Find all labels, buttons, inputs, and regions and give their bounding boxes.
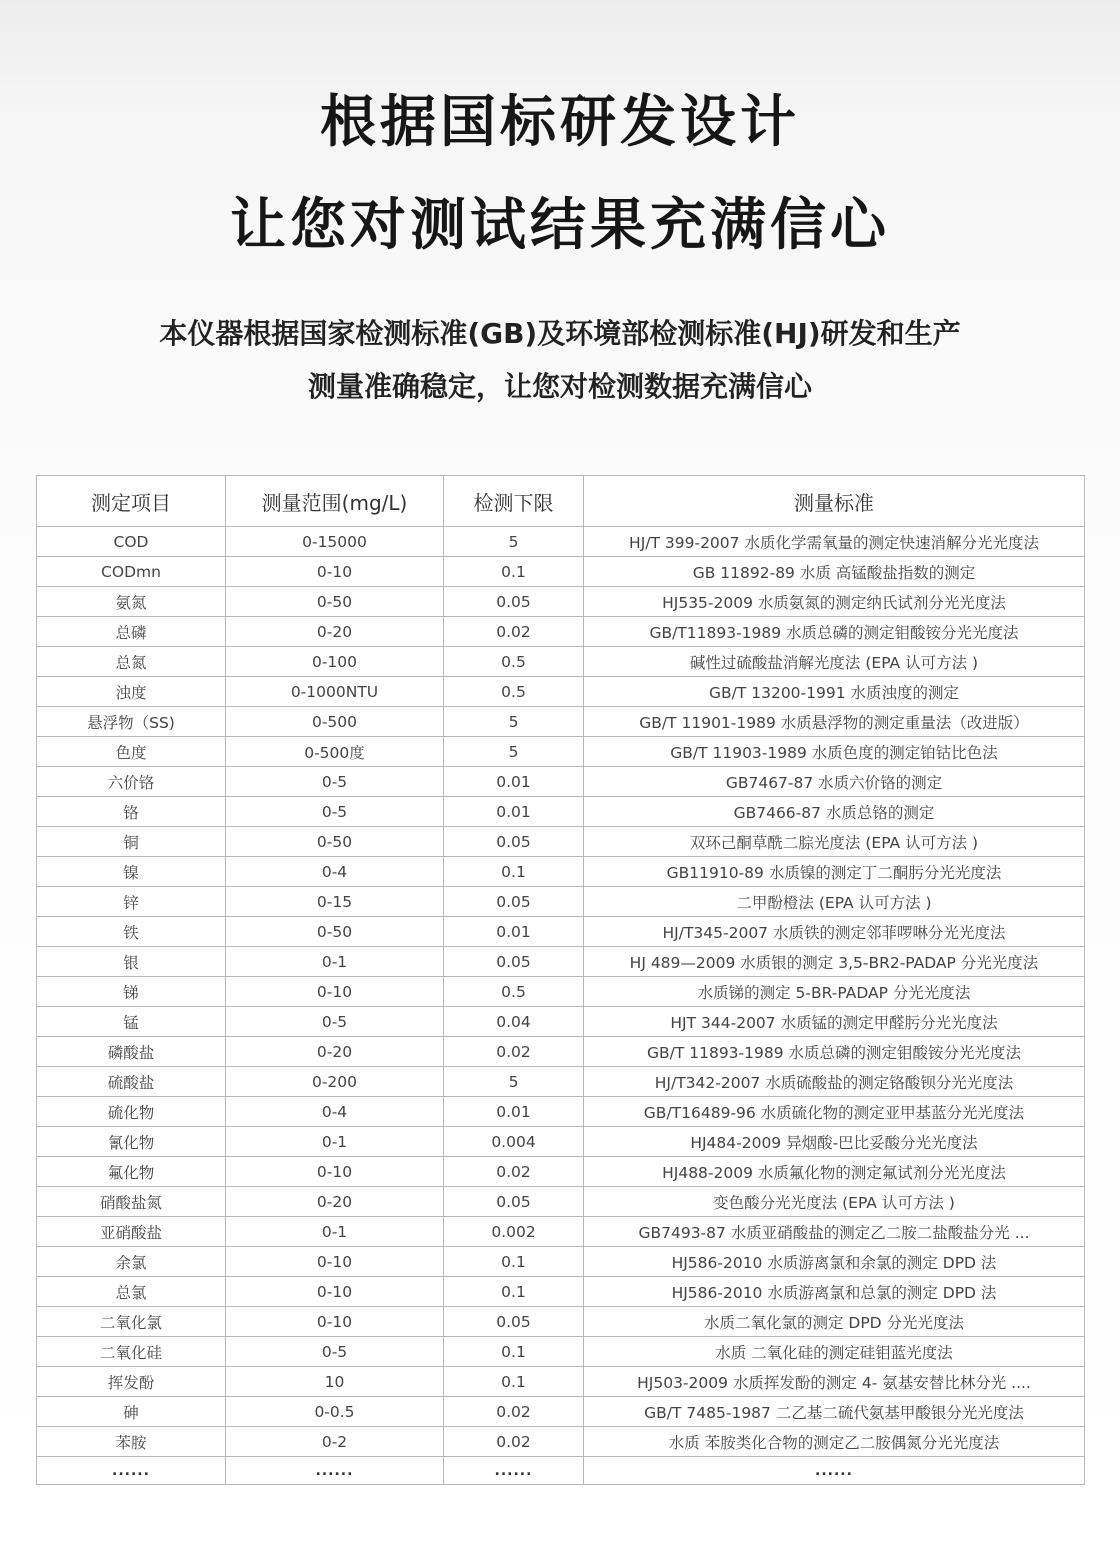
cell-range: 0-10 [226, 1247, 444, 1277]
table-row [37, 1037, 1085, 1067]
cell-detection-limit: 0.1 [444, 1367, 584, 1397]
cell-item: 锰 [37, 1007, 226, 1037]
ellipsis-cell: ...... [226, 1457, 444, 1485]
cell-standard: GB7493-87 水质亚硝酸盐的测定乙二胺二盐酸盐分光 ... [584, 1217, 1085, 1247]
table-body [37, 527, 1085, 1485]
cell-standard: HJ503-2009 水质挥发酚的测定 4- 氨基安替比林分光 .... [584, 1367, 1085, 1397]
table-row [37, 1397, 1085, 1427]
cell-standard: GB/T 11903-1989 水质色度的测定铂钴比色法 [584, 737, 1085, 767]
cell-item: 锌 [37, 887, 226, 917]
cell-detection-limit: 0.05 [444, 1307, 584, 1337]
cell-detection-limit: 0.1 [444, 857, 584, 887]
cell-standard: GB 11892-89 水质 高锰酸盐指数的测定 [584, 557, 1085, 587]
cell-item: 氰化物 [37, 1127, 226, 1157]
cell-range: 0-15 [226, 887, 444, 917]
cell-item: 氟化物 [37, 1157, 226, 1187]
cell-range: 0-10 [226, 1277, 444, 1307]
table-row [37, 557, 1085, 587]
table-row [37, 857, 1085, 887]
table-row [37, 1217, 1085, 1247]
cell-range: 0-10 [226, 1307, 444, 1337]
cell-detection-limit: 0.05 [444, 887, 584, 917]
table-row [37, 1337, 1085, 1367]
cell-item: 总氮 [37, 647, 226, 677]
cell-standard: 水质二氧化氯的测定 DPD 分光光度法 [584, 1307, 1085, 1337]
cell-standard: 水质 苯胺类化合物的测定乙二胺偶氮分光光度法 [584, 1427, 1085, 1457]
headline-line-2: 让您对测试结果充满信心 [230, 193, 890, 258]
cell-range: 10 [226, 1367, 444, 1397]
cell-standard: HJ/T 399-2007 水质化学需氧量的测定快速消解分光光度法 [584, 527, 1085, 557]
cell-range: 0-4 [226, 1097, 444, 1127]
header-standard: 测量标准 [584, 476, 1085, 527]
table-row [37, 917, 1085, 947]
cell-standard: HJ484-2009 异烟酸-巴比妥酸分光光度法 [584, 1127, 1085, 1157]
cell-detection-limit: 0.01 [444, 917, 584, 947]
cell-range: 0-4 [226, 857, 444, 887]
ellipsis-cell: ...... [444, 1457, 584, 1485]
table-row [37, 1247, 1085, 1277]
cell-standard: HJT 344-2007 水质锰的测定甲醛肟分光光度法 [584, 1007, 1085, 1037]
cell-standard: GB/T 7485-1987 二乙基二硫代氨基甲酸银分光光度法 [584, 1397, 1085, 1427]
header-range: 测量范围(mg/L) [226, 476, 444, 527]
cell-standard: 碱性过硫酸盐消解光度法 (EPA 认可方法 ) [584, 647, 1085, 677]
cell-range: 0-5 [226, 767, 444, 797]
table-row [37, 1277, 1085, 1307]
table-row [37, 977, 1085, 1007]
cell-range: 0-0.5 [226, 1397, 444, 1427]
cell-item: 悬浮物（SS) [37, 707, 226, 737]
cell-detection-limit: 0.1 [444, 557, 584, 587]
cell-range: 0-10 [226, 1157, 444, 1187]
cell-item: 二氧化氯 [37, 1307, 226, 1337]
cell-standard: 双环己酮草酰二腙光度法 (EPA 认可方法 ) [584, 827, 1085, 857]
cell-detection-limit: 0.05 [444, 1187, 584, 1217]
cell-detection-limit: 0.5 [444, 677, 584, 707]
cell-standard: GB7467-87 水质六价铬的测定 [584, 767, 1085, 797]
cell-item: 铜 [37, 827, 226, 857]
cell-item: 铁 [37, 917, 226, 947]
cell-range: 0-5 [226, 1007, 444, 1037]
cell-item: 镍 [37, 857, 226, 887]
cell-item: 亚硝酸盐 [37, 1217, 226, 1247]
cell-detection-limit: 0.02 [444, 1397, 584, 1427]
cell-item: 硝酸盐氮 [37, 1187, 226, 1217]
table-row [37, 1067, 1085, 1097]
cell-detection-limit: 0.1 [444, 1247, 584, 1277]
cell-range: 0-1 [226, 1127, 444, 1157]
cell-item: 锑 [37, 977, 226, 1007]
cell-detection-limit: 0.01 [444, 767, 584, 797]
cell-detection-limit: 0.002 [444, 1217, 584, 1247]
table-row [37, 887, 1085, 917]
cell-detection-limit: 5 [444, 737, 584, 767]
subtitle-line-2: 测量准确稳定，让您对检测数据充满信心 [307, 370, 812, 403]
table-row [37, 527, 1085, 557]
cell-standard: HJ488-2009 水质氟化物的测定氟试剂分光光度法 [584, 1157, 1085, 1187]
table-row [37, 767, 1085, 797]
cell-item: 总磷 [37, 617, 226, 647]
cell-detection-limit: 0.1 [444, 1277, 584, 1307]
cell-range: 0-500度 [226, 737, 444, 767]
cell-standard: GB/T16489-96 水质硫化物的测定亚甲基蓝分光光度法 [584, 1097, 1085, 1127]
cell-range: 0-100 [226, 647, 444, 677]
cell-detection-limit: 0.05 [444, 827, 584, 857]
cell-item: 铬 [37, 797, 226, 827]
cell-range: 0-1 [226, 947, 444, 977]
cell-item: 硫化物 [37, 1097, 226, 1127]
cell-detection-limit: 0.05 [444, 587, 584, 617]
table-row [37, 1307, 1085, 1337]
cell-standard: HJ 489—2009 水质银的测定 3,5-BR2-PADAP 分光光度法 [584, 947, 1085, 977]
table-row [37, 1367, 1085, 1397]
ellipsis-cell: ...... [584, 1457, 1085, 1485]
table-row [37, 1187, 1085, 1217]
table-row [37, 947, 1085, 977]
table-row [37, 737, 1085, 767]
cell-item: COD [37, 527, 226, 557]
cell-standard: 二甲酚橙法 (EPA 认可方法 ) [584, 887, 1085, 917]
table-row [37, 1427, 1085, 1457]
cell-item: 浊度 [37, 677, 226, 707]
cell-range: 0-20 [226, 1037, 444, 1067]
cell-detection-limit: 0.1 [444, 1337, 584, 1367]
cell-standard: 变色酸分光光度法 (EPA 认可方法 ) [584, 1187, 1085, 1217]
cell-standard: HJ586-2010 水质游离氯和总氯的测定 DPD 法 [584, 1277, 1085, 1307]
cell-detection-limit: 0.02 [444, 617, 584, 647]
cell-item: 磷酸盐 [37, 1037, 226, 1067]
cell-range: 0-500 [226, 707, 444, 737]
cell-item: 六价铬 [37, 767, 226, 797]
cell-item: 色度 [37, 737, 226, 767]
table-ellipsis-row [37, 1457, 1085, 1485]
cell-range: 0-200 [226, 1067, 444, 1097]
cell-range: 0-50 [226, 917, 444, 947]
cell-item: 余氯 [37, 1247, 226, 1277]
cell-detection-limit: 0.04 [444, 1007, 584, 1037]
table-row [37, 647, 1085, 677]
cell-standard: GB/T11893-1989 水质总磷的测定钼酸铵分光光度法 [584, 617, 1085, 647]
cell-range: 0-1 [226, 1217, 444, 1247]
header-item: 测定项目 [37, 476, 226, 527]
table-header-row [37, 476, 1085, 527]
cell-standard: GB7466-87 水质总铬的测定 [584, 797, 1085, 827]
cell-range: 0-2 [226, 1427, 444, 1457]
cell-range: 0-20 [226, 617, 444, 647]
cell-range: 0-1000NTU [226, 677, 444, 707]
table-row [37, 827, 1085, 857]
cell-range: 0-50 [226, 827, 444, 857]
cell-standard: HJ535-2009 水质氨氮的测定纳氏试剂分光光度法 [584, 587, 1085, 617]
cell-standard: HJ/T342-2007 水质硫酸盐的测定铬酸钡分光光度法 [584, 1067, 1085, 1097]
cell-item: 砷 [37, 1397, 226, 1427]
cell-standard: 水质 二氧化硅的测定硅钼蓝光度法 [584, 1337, 1085, 1367]
cell-detection-limit: 0.004 [444, 1127, 584, 1157]
cell-range: 0-20 [226, 1187, 444, 1217]
cell-detection-limit: 0.01 [444, 1097, 584, 1127]
table-row [37, 1157, 1085, 1187]
cell-range: 0-5 [226, 1337, 444, 1367]
cell-item: 氨氮 [37, 587, 226, 617]
cell-range: 0-5 [226, 797, 444, 827]
table-row [37, 797, 1085, 827]
table-row [37, 587, 1085, 617]
table-row [37, 1127, 1085, 1157]
cell-detection-limit: 0.02 [444, 1037, 584, 1067]
cell-range: 0-15000 [226, 527, 444, 557]
cell-item: 硫酸盐 [37, 1067, 226, 1097]
cell-detection-limit: 5 [444, 707, 584, 737]
table-row [37, 677, 1085, 707]
headline-line-1: 根据国标研发设计 [320, 90, 800, 155]
header-detection-limit: 检测下限 [444, 476, 584, 527]
cell-standard: HJ/T345-2007 水质铁的测定邻菲啰啉分光光度法 [584, 917, 1085, 947]
cell-detection-limit: 0.5 [444, 977, 584, 1007]
cell-range: 0-10 [226, 977, 444, 1007]
cell-standard: GB/T 11893-1989 水质总磷的测定钼酸铵分光光度法 [584, 1037, 1085, 1067]
cell-detection-limit: 0.02 [444, 1427, 584, 1457]
hero-banner [0, 0, 1120, 470]
cell-range: 0-50 [226, 587, 444, 617]
table-row [37, 707, 1085, 737]
cell-detection-limit: 5 [444, 527, 584, 557]
table-row [37, 1007, 1085, 1037]
cell-detection-limit: 5 [444, 1067, 584, 1097]
cell-item: 挥发酚 [37, 1367, 226, 1397]
cell-standard: 水质锑的测定 5-BR-PADAP 分光光度法 [584, 977, 1085, 1007]
cell-detection-limit: 0.01 [444, 797, 584, 827]
subtitle-line-1: 本仪器根据国家检测标准(GB)及环境部检测标准(HJ)研发和生产 [159, 317, 961, 350]
cell-detection-limit: 0.05 [444, 947, 584, 977]
cell-item: CODmn [37, 557, 226, 587]
ellipsis-cell: ...... [37, 1457, 226, 1485]
cell-standard: GB/T 13200-1991 水质浊度的测定 [584, 677, 1085, 707]
cell-detection-limit: 0.5 [444, 647, 584, 677]
table-row [37, 617, 1085, 647]
cell-detection-limit: 0.02 [444, 1157, 584, 1187]
cell-range: 0-10 [226, 557, 444, 587]
cell-standard: GB11910-89 水质镍的测定丁二酮肟分光光度法 [584, 857, 1085, 887]
cell-item: 总氯 [37, 1277, 226, 1307]
cell-item: 二氧化硅 [37, 1337, 226, 1367]
measurement-spec-table [36, 475, 1085, 1485]
cell-item: 苯胺 [37, 1427, 226, 1457]
table-row [37, 1097, 1085, 1127]
cell-item: 银 [37, 947, 226, 977]
cell-standard: HJ586-2010 水质游离氯和余氯的测定 DPD 法 [584, 1247, 1085, 1277]
cell-standard: GB/T 11901-1989 水质悬浮物的测定重量法（改进版） [584, 707, 1085, 737]
